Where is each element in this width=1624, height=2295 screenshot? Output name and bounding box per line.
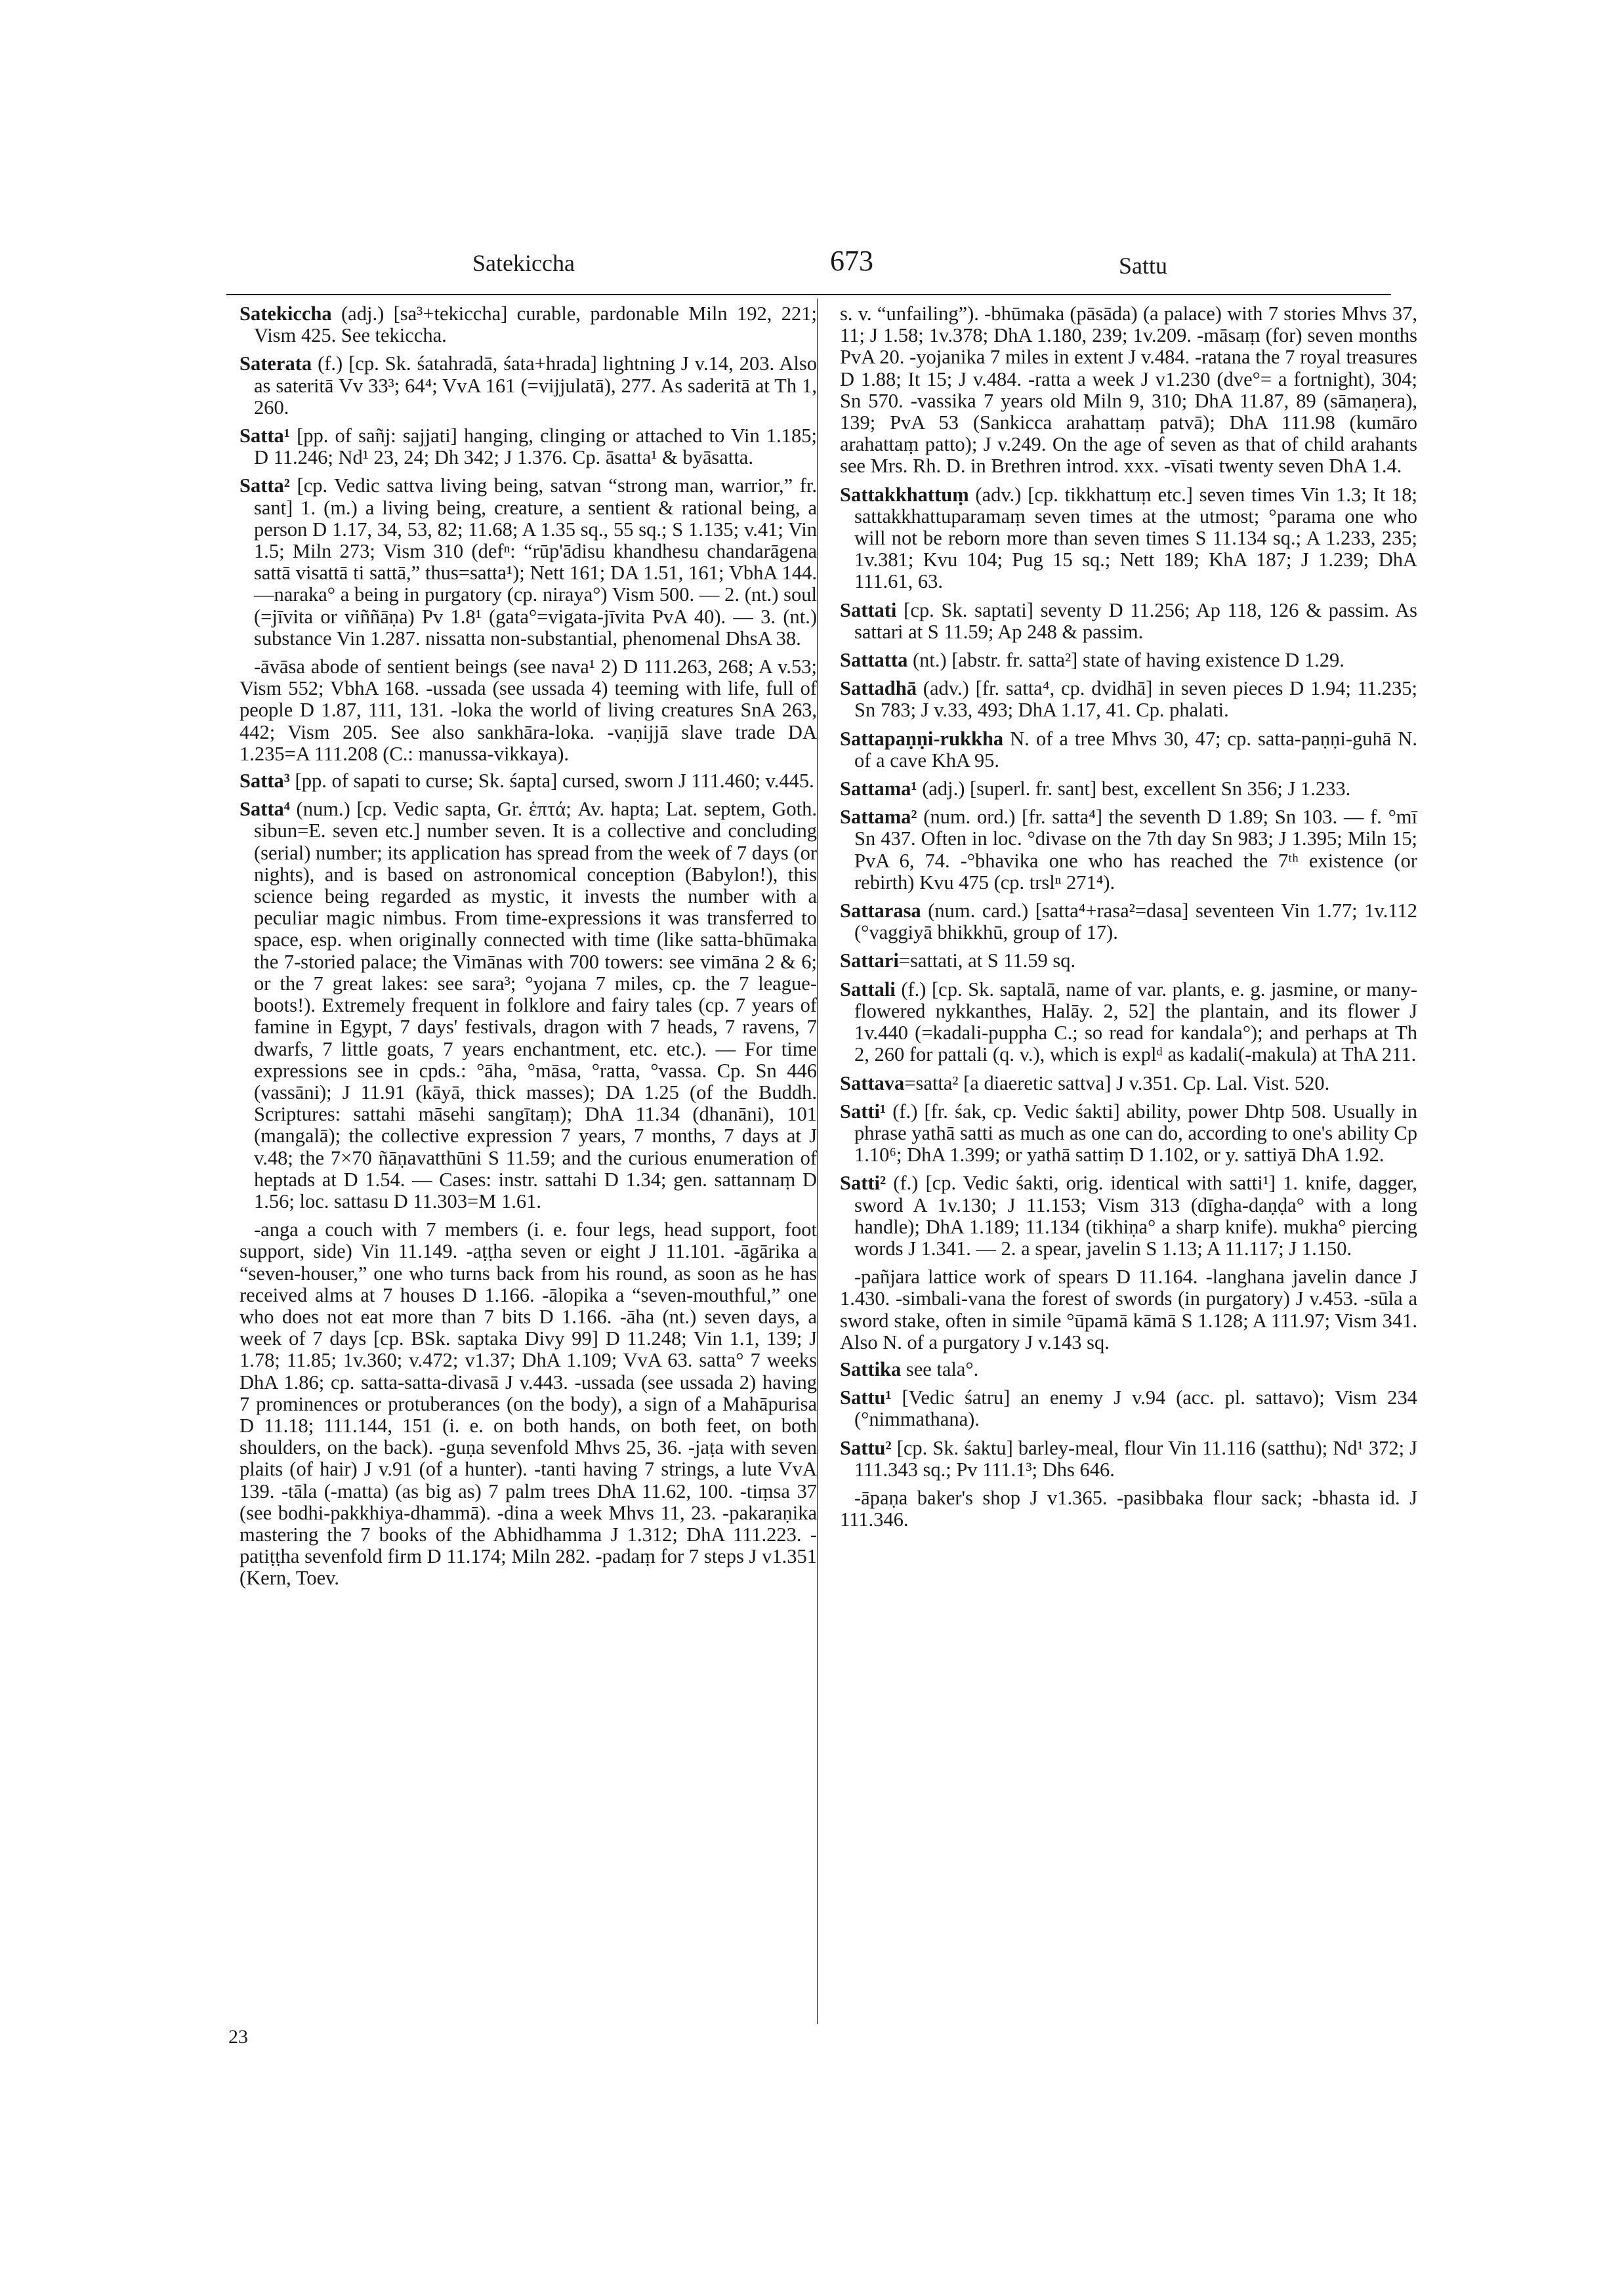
entry-headword: Sattakkhattuṃ bbox=[840, 483, 969, 506]
right-column bbox=[840, 303, 1417, 1536]
entry-definition: N. of a tree Mhvs 30, 47; cp. satta-paṇṇi-guhā N. of a cave KhA 95. bbox=[854, 727, 1417, 772]
continued-paragraph: s. v. “unfailing”). -bhūmaka (pāsāda) (a palace) with 7 stories Mhvs 37, 11; J 1.58; 1v.378; DhA 1.180, 239; 1v.209. -māsaṃ (for) seven months PvA 20. -yojanika 7 miles in extent J v.484. -ratana the 7 royal treasures D 1.88; It 15; J v.484. -ratta a week J v1.230 (dve°= a fortnight), 304; Sn 570. -vassika 7 years old Miln 9, 310; DhA 11.87, 89 (sāmaṇera), 139; PvA 53 (Sankicca arahattaṃ patvā); DhA 111.98 (kumāro arahattaṃ patto); J v.249. On the age of seven as that of child arahants see Mrs. Rh. D. in Brethren introd. xxx. -vīsati twenty seven DhA 1.4. bbox=[840, 302, 1417, 478]
entry-definition: (f.) [fr. śak, cp. Vedic śakti] ability, power Dhtp 508. Usually in phrase yathā satti as much as one can do, according to one's ability Cp 1.10⁶; DhA 1.399; or yathā sattiṃ D 1.102, or y. sattiyā DhA 1.92. bbox=[854, 1100, 1417, 1167]
dictionary-entry bbox=[840, 1359, 1417, 1380]
entry-definition: =satta² [a diaeretic sattva] J v.351. Cp. Lal. Vist. 520. bbox=[904, 1071, 1330, 1094]
entry-definition: (num. card.) [satta⁴+rasa²=dasa] seventeen Vin 1.77; 1v.112 (°vaggiyā bhikkhū, group of 17). bbox=[854, 899, 1417, 944]
entry-definition: (f.) [cp. Sk. śatahradā, śata+hrada] lightning J v.14, 203. Also as sateritā Vv 33³; 64⁴; VvA 161 (=vijjulatā), 277. As saderitā at Th 1, 260. bbox=[254, 352, 817, 419]
compound-paragraph: -āvāsa abode of sentient beings (see nava¹ 2) D 111.263, 268; A v.53; Vism 552; VbhA 168. -ussada (see ussada 4) teeming with life, full of people D 1.87, 111, 131. -loka the world of living creatures SnA 263, 442; Vism 205. See also sankhāra-loka. -vaṇijjā slave trade DA 1.235=A 111.208 (C.: manussa-vikkaya). bbox=[239, 655, 817, 765]
header-rule bbox=[226, 294, 1391, 295]
entry-headword: Sattika bbox=[840, 1357, 902, 1380]
dictionary-entry bbox=[840, 728, 1417, 772]
entry-definition: (f.) [cp. Vedic śakti, orig. identical with satti¹] 1. knife, dagger, sword A 1v.130; J 11.153; Vism 313 (dīgha-daṇḍa° with a long handle); DhA 1.189; 11.134 (tikhiṇa° a sharp knife). mukha° piercing words J 1.341. — 2. a spear, javelin S 1.13; A 11.117; J 1.150. bbox=[854, 1172, 1417, 1260]
entry-headword: Sattali bbox=[840, 978, 896, 1001]
dictionary-entry bbox=[840, 806, 1417, 894]
dictionary-entry bbox=[840, 1437, 1417, 1481]
dictionary-entry bbox=[239, 475, 817, 650]
entry-definition: see tala°. bbox=[901, 1357, 979, 1380]
entry-definition: (num.) [cp. Vedic sapta, Gr. ἑπτά; Av. hapta; Lat. septem, Goth. sibun=E. seven etc.] number seven. It is a collective and concluding (serial) number; its application has spread from the week of 7 days (or nights), and is based on astronomical conception (Babylon!), this science being regarded as mystic, it invests the number with a peculiar magic nimbus. From time-expressions it was transferred to space, esp. when originally connected with time (like satta-bhūmaka the 7-storied palace; the Vimānas with 700 towers: see vimāna 2 & 6; or the 7 great lakes: see sara³; °yojana 7 miles, cp. the 7 league-boots!). Extremely frequent in folklore and fairy tales (cp. 7 years of famine in Egypt, 7 days' festivals, dragon with 7 heads, 7 ravens, 7 dwarfs, 7 little goats, 7 years enchantment, etc. etc.). — For time expressions see in cpds.: °āha, °māsa, °ratta, °vassa. Cp. Sn 446 (vassāni); J 11.91 (kāyā, thick masses); DA 1.25 (of the Buddh. Scriptures: sattahi māsehi sangītaṃ); DhA 11.34 (dhanāni), 101 (mangalā); the collective expression 7 years, 7 months, 7 days at J v.48; the 7×70 ñāṇavatthūni S 11.59; and the curious enumeration of heptads at D 1.54. — Cases: instr. sattahi D 1.34; gen. sattannaṃ D 1.56; loc. sattasu D 11.303=M 1.61. bbox=[254, 798, 817, 1212]
entry-headword: Sattapaṇṇi-rukkha bbox=[840, 727, 1004, 750]
entry-headword: Satta¹ bbox=[239, 424, 290, 447]
entry-definition: (adv.) [cp. tikkhattuṃ etc.] seven times Vin 1.3; It 18; sattakkhattuparamaṃ seven times at the utmost; °parama one who will not be reborn more than seven times S 11.134 sq.; A 1.233, 235; 1v.381; Kvu 104; Pug 15 sq.; Nett 189; KhA 187; J 1.239; DhA 111.61, 63. bbox=[854, 483, 1417, 593]
entry-headword: Sattarasa bbox=[840, 899, 921, 922]
entry-headword: Sattatta bbox=[840, 649, 908, 672]
entry-definition: (nt.) [abstr. fr. satta²] state of having existence D 1.29. bbox=[907, 649, 1344, 672]
entry-headword: Sattama¹ bbox=[840, 777, 917, 800]
entry-definition: =sattati, at S 11.59 sq. bbox=[898, 949, 1076, 972]
compound-paragraph: -anga a couch with 7 members (i. e. four legs, head support, foot support, side) Vin 11.149. -aṭṭha seven or eight J 11.101. -āgārika a “seven-houser,” one who turns back from his round, as soon as he has received alms at 7 houses D 1.166. -ālopika a “seven-mouthful,” one who does not eat more than 7 bits D 1.166. -āha (nt.) seven days, a week of 7 days [cp. BSk. saptaka Divy 99] D 11.248; Vin 1.1, 139; J 1.78; 11.85; 1v.360; v.472; v1.37; DhA 1.109; VvA 63. satta° 7 weeks DhA 1.86; cp. satta-satta-divasā J v.443. -ussada (see ussada 2) having 7 prominences or protuberances (on the body), a sign of a Mahāpurisa D 11.18; 111.144, 151 (i. e. on both hands, on both feet, on both shoulders, on the back). -guṇa sevenfold Mhvs 25, 36. -jaṭa with seven plaits (of hair) J v.91 (of a hunter). -tanti having 7 strings, a lute VvA 139. -tāla (-matta) (as big as) 7 palm trees DhA 11.62, 100. -tiṃsa 37 (see bodhi-pakkhiya-dhammā). -dina a week Mhvs 11, 23. -pakaraṇika mastering the 7 books of the Abhidhamma J 1.312; DhA 111.223. -patiṭṭha sevenfold firm D 11.174; Miln 282. -padaṃ for 7 steps J v1.351 (Kern, Toev. bbox=[239, 1218, 817, 1590]
dictionary-entry bbox=[239, 353, 817, 419]
dictionary-entry bbox=[840, 600, 1417, 643]
entry-definition: [Vedic śatru] an enemy J v.94 (acc. pl. sattavo); Vism 234 (°nimmathana). bbox=[854, 1386, 1417, 1431]
entry-definition: (adj.) [sa³+tekiccha] curable, pardonable Miln 192, 221; Vism 425. See tekiccha. bbox=[254, 302, 817, 347]
entry-headword: Satta² bbox=[239, 474, 290, 497]
compound-paragraph: -pañjara lattice work of spears D 11.164. -langhana javelin dance J 1.430. -simbali-vana the forest of swords (in purgatory) J v.453. -sūla a sword stake, often in simile °ūpamā kāmā S 1.128; A 111.97; Vism 341. Also N. of a purgatory J v.143 sq. bbox=[840, 1266, 1417, 1354]
dictionary-entry bbox=[840, 1387, 1417, 1430]
page-number: 673 bbox=[830, 245, 873, 277]
entry-definition: (adj.) [superl. fr. sant] best, excellent Sn 356; J 1.233. bbox=[917, 777, 1351, 800]
entry-definition: [cp. Sk. saptati] seventy D 11.256; Ap 118, 126 & passim. As sattari at S 11.59; Ap 248 & passim. bbox=[854, 598, 1417, 643]
entry-headword: Satti² bbox=[840, 1172, 886, 1195]
dictionary-entry bbox=[840, 979, 1417, 1066]
dictionary-entry bbox=[239, 770, 817, 792]
column-divider bbox=[817, 299, 818, 2024]
dictionary-entry bbox=[840, 1101, 1417, 1167]
printer-signature: 23 bbox=[228, 2026, 248, 2048]
page-header bbox=[226, 245, 1391, 289]
dictionary-entry bbox=[840, 484, 1417, 593]
dictionary-entry bbox=[840, 900, 1417, 943]
header-right-guide-word: Sattu bbox=[1119, 253, 1168, 279]
entry-headword: Sattati bbox=[840, 598, 897, 621]
entry-definition: (num. ord.) [fr. satta⁴] the seventh D 1.89; Sn 103. — f. °mī Sn 437. Often in loc. °divase on the 7th day Sn 983; J 1.395; Miln 15; PvA 6, 74. -°bhavika one who has reached the 7ᵗʰ existence (or rebirth) Kvu 475 (cp. trslⁿ 271⁴). bbox=[854, 806, 1417, 894]
entry-headword: Sattama² bbox=[840, 806, 917, 829]
dictionary-entry bbox=[840, 950, 1417, 972]
entry-headword: Sattu² bbox=[840, 1436, 892, 1459]
dictionary-entry bbox=[840, 1172, 1417, 1260]
entry-headword: Sattava bbox=[840, 1071, 905, 1094]
entry-definition: [cp. Sk. śaktu] barley-meal, flour Vin 11.116 (satthu); Nd¹ 372; J 111.343 sq.; Pv 111.1³; Dhs 646. bbox=[854, 1436, 1417, 1481]
entry-headword: Satta³ bbox=[239, 770, 290, 793]
entry-headword: Saterata bbox=[239, 352, 312, 375]
entry-headword: Sattadhā bbox=[840, 677, 917, 700]
dictionary-entry bbox=[840, 778, 1417, 800]
entry-definition: (adv.) [fr. satta⁴, cp. dvidhā] in seven pieces D 1.94; 11.235; Sn 783; J v.33, 493; DhA 1.17, 41. Cp. phalati. bbox=[854, 677, 1417, 722]
dictionary-entry bbox=[840, 678, 1417, 721]
left-column bbox=[239, 303, 817, 1595]
dictionary-entry bbox=[239, 798, 817, 1212]
entry-headword: Sattu¹ bbox=[840, 1386, 892, 1409]
entry-headword: Sattari bbox=[840, 949, 899, 972]
dictionary-entry bbox=[840, 650, 1417, 671]
dictionary-entry bbox=[840, 1073, 1417, 1094]
dictionary-entry bbox=[239, 425, 817, 468]
entry-headword: Satta⁴ bbox=[239, 798, 290, 821]
dictionary-entry bbox=[239, 303, 817, 346]
entry-definition: (f.) [cp. Sk. saptalā, name of var. plants, e. g. jasmine, or many-flowered nykkanthes, Halāy. 2, 52] the plantain, and its flower J 1v.440 (=kadali-puppha C.; so read for kandala°); and perhaps at Th 2, 260 for pattali (q. v.), which is explᵈ as kadali(-makula) at ThA 211. bbox=[854, 978, 1417, 1066]
entry-definition: [cp. Vedic sattva living being, satvan “strong man, warrior,” fr. sant] 1. (m.) a living being, creature, a sentient & rational being, a person D 1.17, 34, 53, 82; 11.68; A 1.35 sq., 55 sq.; S 1.135; v.41; Vin 1.5; Miln 273; Vism 310 (defⁿ: “rūp'ādisu khandhesu chandarāgena sattā visattā ti sattā,” thus=satta¹); Nett 161; DA 1.51, 161; VbhA 144. —naraka° a being in purgatory (cp. niraya°) Vism 500. — 2. (nt.) soul (=jīvita or viññāṇa) Pv 1.8¹ (gata°=vigata-jīvita PvA 40). — 3. (nt.) substance Vin 1.287. nissatta non-substantial, phenomenal DhsA 38. bbox=[254, 474, 817, 650]
entry-headword: Satti¹ bbox=[840, 1100, 886, 1123]
entry-headword: Satekiccha bbox=[239, 302, 332, 325]
entry-definition: [pp. of sapati to curse; Sk. śapta] cursed, sworn J 111.460; v.445. bbox=[289, 770, 814, 793]
header-left-guide-word: Satekiccha bbox=[472, 250, 575, 276]
entry-definition: [pp. of sañj: sajjati] hanging, clinging or attached to Vin 1.185; D 11.246; Nd¹ 23, 24; Dh 342; J 1.376. Cp. āsatta¹ & byāsatta. bbox=[254, 424, 817, 469]
compound-paragraph: -āpaṇa baker's shop J v1.365. -pasibbaka flour sack; -bhasta id. J 111.346. bbox=[840, 1486, 1417, 1531]
